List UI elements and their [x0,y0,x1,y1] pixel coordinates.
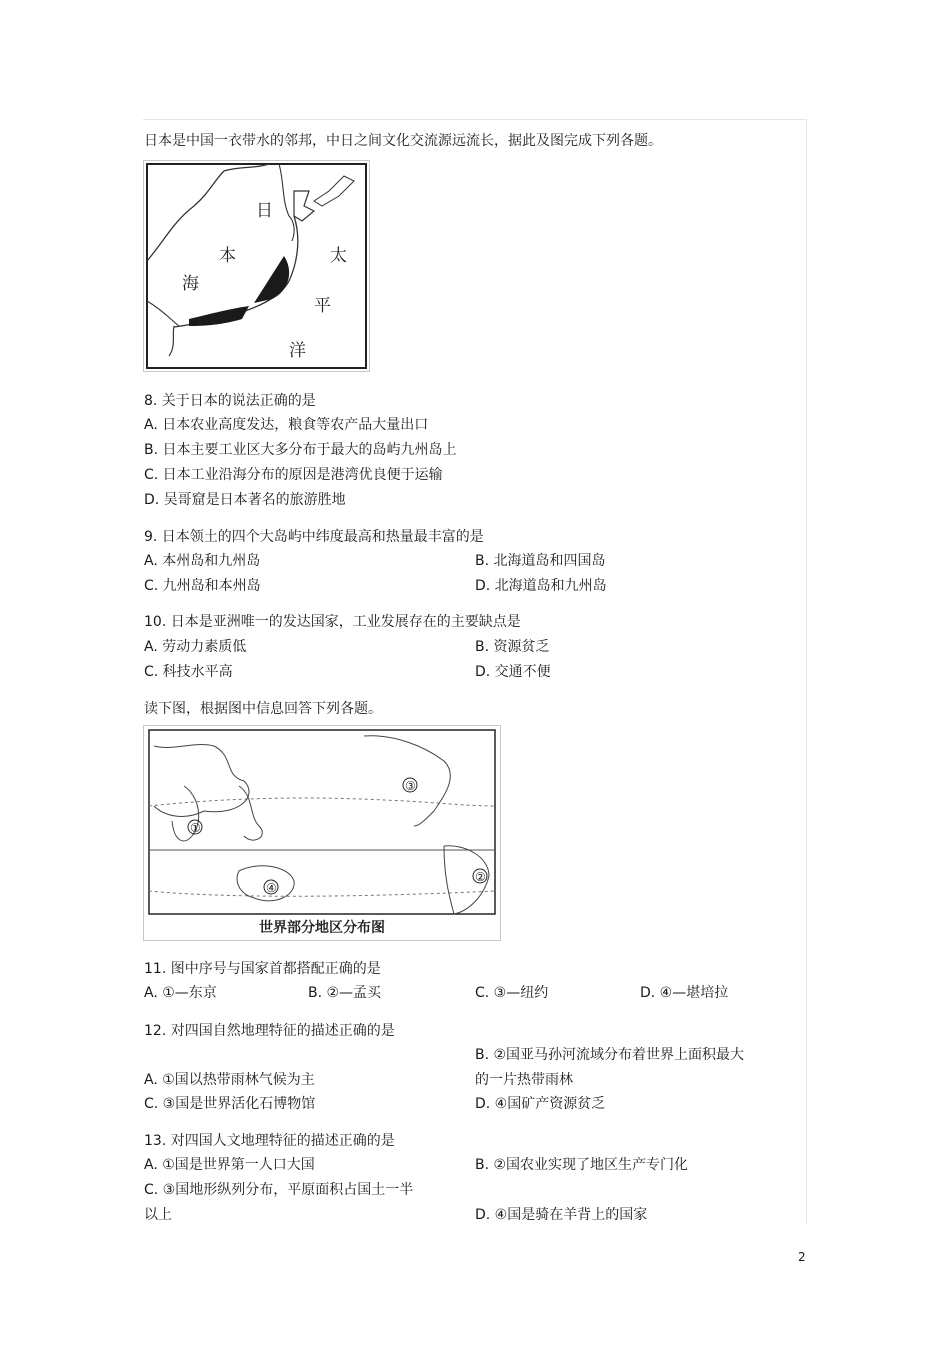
q8-option-d: D. 吴哥窟是日本著名的旅游胜地 [144,492,346,508]
q9-option-a: A. 本州岛和九州岛 [144,553,261,569]
q12-option-b-line1: B. ②国亚马孙河流域分布着世界上面积最大 [475,1047,745,1063]
q13-option-c-line1: C. ③国地形纵列分布，平原面积占国土一半 [144,1182,414,1198]
q10-stem: 10. 日本是亚洲唯一的发达国家，工业发展存在的主要缺点是 [144,614,521,630]
q8-option-c: C. 日本工业沿海分布的原因是港湾优良便于运输 [144,467,443,483]
japan-map-label-ri: 日 [256,201,273,221]
q9-stem: 9. 日本领土的四个大岛屿中纬度最高和热量最丰富的是 [144,529,484,545]
world-map-marker-2: ② [475,870,486,884]
japan-map-label-tai: 太 [330,246,347,266]
world-map-caption: 世界部分地区分布图 [259,920,385,936]
japan-map-label-yang: 洋 [289,341,306,361]
intro-world: 读下图，根据图中信息回答下列各题。 [144,701,382,717]
page-frame-right [806,119,807,1224]
q9-option-c: C. 九州岛和本州岛 [144,578,261,594]
q12-option-a: A. ①国以热带雨林气候为主 [144,1072,315,1088]
q12-option-b-line2: 的一片热带雨林 [475,1072,573,1088]
world-map [143,725,501,941]
japan-map-drawing [144,161,369,371]
japan-map-label-ben: 本 [219,246,236,266]
world-map-marker-1: ① [190,821,201,835]
q13-option-d: D. ④国是骑在羊背上的国家 [475,1207,648,1223]
q10-option-d: D. 交通不便 [475,664,551,680]
q11-option-b: B. ②—孟买 [308,985,382,1001]
q11-option-a: A. ①—东京 [144,985,217,1001]
q10-option-b: B. 资源贫乏 [475,639,550,655]
q8-stem: 8. 关于日本的说法正确的是 [144,393,316,409]
q13-option-c-line2: 以上 [144,1207,172,1223]
intro-japan: 日本是中国一衣带水的邻邦，中日之间文化交流源远流长，据此及图完成下列各题。 [144,133,662,149]
japan-map-label-hai: 海 [182,274,199,294]
q9-option-d: D. 北海道岛和九州岛 [475,578,607,594]
q11-stem: 11. 图中序号与国家首都搭配正确的是 [144,961,381,977]
world-map-marker-3: ③ [405,779,416,793]
page-frame-top [143,119,807,120]
q8-option-b: B. 日本主要工业区大多分布于最大的岛屿九州岛上 [144,442,457,458]
q12-option-d: D. ④国矿产资源贫乏 [475,1096,606,1112]
q13-option-a: A. ①国是世界第一人口大国 [144,1157,315,1173]
q10-option-a: A. 劳动力素质低 [144,639,247,655]
japan-map [143,160,370,372]
q10-option-c: C. 科技水平高 [144,664,233,680]
q13-option-b: B. ②国农业实现了地区生产专门化 [475,1157,689,1173]
japan-map-label-ping: 平 [314,296,331,316]
q11-option-c: C. ③—纽约 [475,985,549,1001]
world-map-drawing [144,726,500,940]
q8-option-a: A. 日本农业高度发达，粮食等农产品大量出口 [144,417,429,433]
page-number: 2 [798,1250,806,1264]
q12-option-c: C. ③国是世界活化石博物馆 [144,1096,316,1112]
q11-option-d: D. ④—堪培拉 [640,985,729,1001]
q13-stem: 13. 对四国人文地理特征的描述正确的是 [144,1133,395,1149]
q12-stem: 12. 对四国自然地理特征的描述正确的是 [144,1023,395,1039]
world-map-marker-4: ④ [266,881,277,895]
q9-option-b: B. 北海道岛和四国岛 [475,553,606,569]
